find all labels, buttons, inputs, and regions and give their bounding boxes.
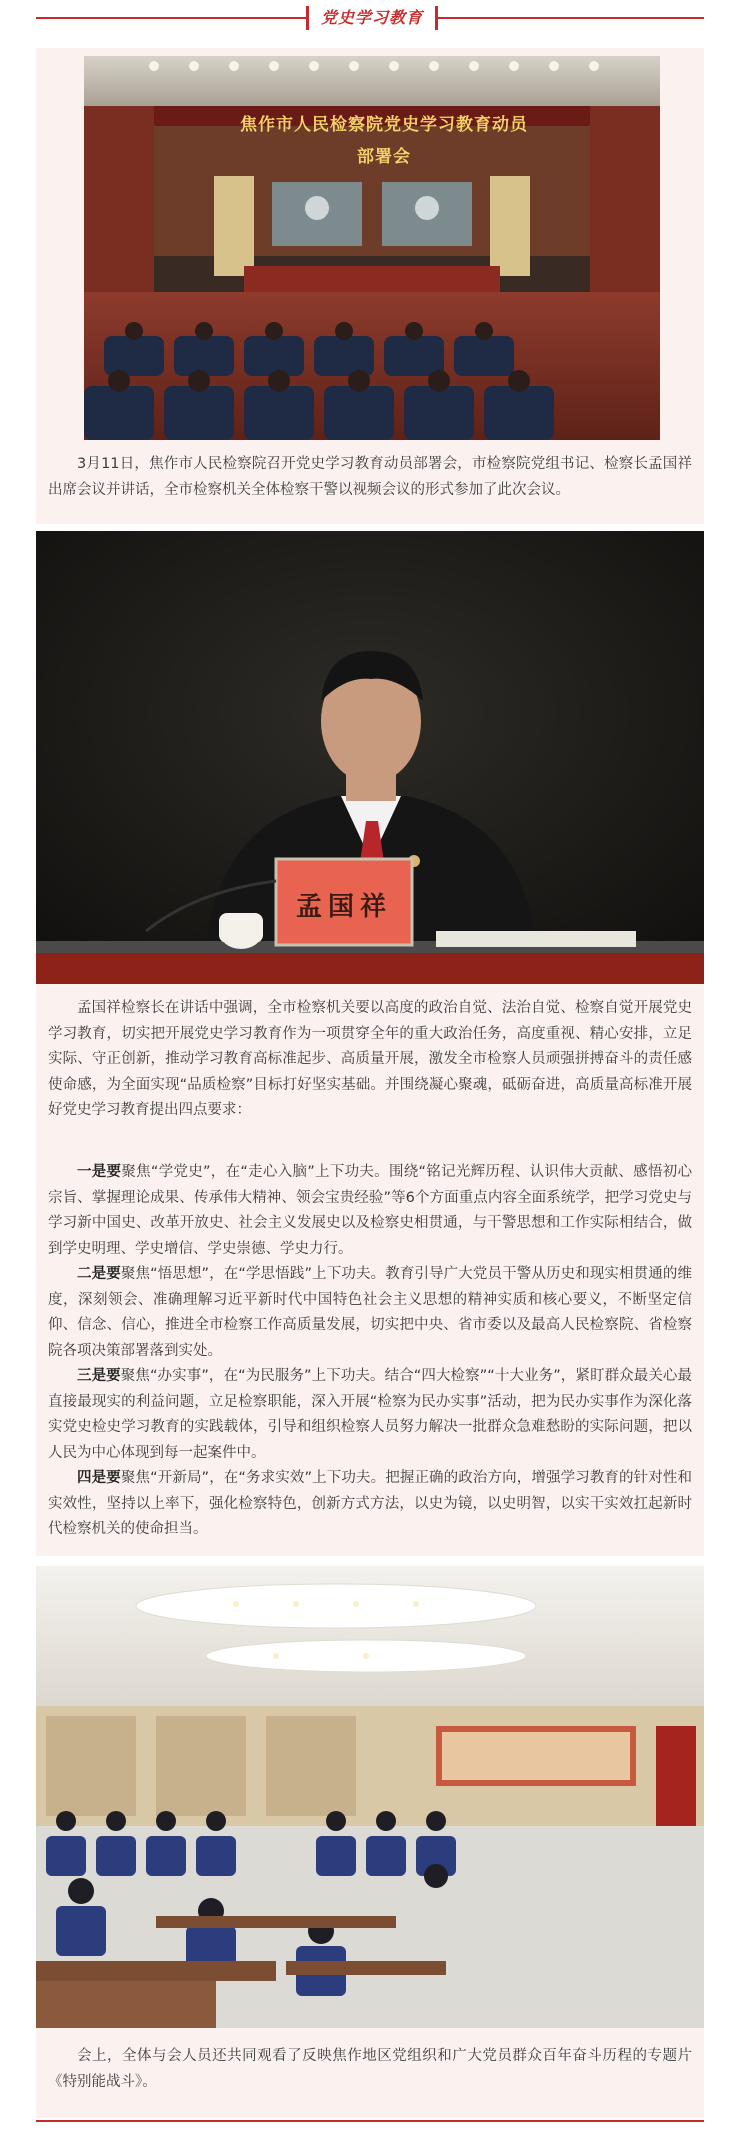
meeting-hall-photo bbox=[84, 56, 660, 440]
video-conference-photo bbox=[36, 1566, 704, 2028]
intro-text: 3月11日，焦作市人民检察院召开党史学习教育动员部署会，市检察院党组书记、检察长孟国祥出席会议并讲话，全市检察机关全体检察干警以视频会议的形式参加了此次会议。 bbox=[48, 456, 692, 498]
speech-intro bbox=[36, 996, 704, 1124]
requirement-2: 二是要聚焦“悟思想”，在“学思悟践”上下功夫。教育引导广大党员干警从历史和现实相贯通的维度，深刻领会、准确理解习近平新时代中国特色社会主义思想的精神实质和核心要义，不断坚定信仰、信念、信心，推进全市检察工作高质量发展，切实把中央、省市委以及最高人民检察院、省检察院各项决策部署落到实处。 bbox=[48, 1266, 693, 1359]
speaker-photo bbox=[36, 531, 704, 985]
footer-rule bbox=[36, 2120, 704, 2122]
intro-paragraph bbox=[36, 452, 704, 503]
section-tag: 党史学习教育 bbox=[306, 6, 438, 30]
four-requirements bbox=[36, 1160, 704, 1543]
banner-text: 焦作市人民检察院党史学习教育动员部署会 bbox=[240, 115, 528, 167]
nameplate: 孟国祥 bbox=[295, 892, 392, 922]
speech-intro-text: 孟国祥检察长在讲话中强调，全市检察机关要以高度的政治自觉、法治自觉、检察自觉开展党史学习教育，切实把开展党史学习教育作为一项贯穿全年的重大政治任务，高度重视、精心安排，立足实际、守正创新，推动学习教育高标准起步、高质量开展，激发全市检察人员顽强拼搏奋斗的责任感使命感，为全面实现“品质检察”目标打好坚实基础。并围绕凝心聚魂，砥砺奋进，高质量高标准开展好党史学习教育提出四点要求： bbox=[48, 1000, 692, 1118]
requirement-3: 三是要聚焦“办实事”，在“为民服务”上下功夫。结合“四大检察”“十大业务”，紧盯群众最关心最直接最现实的利益问题，立足检察职能，深入开展“检察为民办实事”活动，把为民办实事作为深化落实党史检史学习教育的实践载体，引导和组织检察人员努力解决一批群众急难愁盼的实际问题，把以人民为中心体现到每一起案件中。 bbox=[48, 1368, 693, 1461]
section-header bbox=[0, 0, 740, 44]
closing-paragraph bbox=[36, 2044, 704, 2095]
requirement-4: 四是要聚焦“开新局”，在“务求实效”上下功夫。把握正确的政治方向，增强学习教育的针对性和实效性，坚持以上率下，强化检察特色，创新方式方法，以史为镜，以史明智，以实干实效扛起新时代检察机关的使命担当。 bbox=[48, 1470, 693, 1537]
closing-text: 会上，全体与会人员还共同观看了反映焦作地区党组织和广大党员群众百年奋斗历程的专题片《特别能战斗》。 bbox=[48, 2048, 692, 2090]
requirement-1: 一是要聚焦“学党史”，在“走心入脑”上下功夫。围绕“铭记光辉历程、认识伟大贡献、感悟初心宗旨、掌握理论成果、传承伟大精神、领会宝贵经验”等6个方面重点内容全面系统学，把学习党史与学习新中国史、改革开放史、社会主义发展史以及检察史相贯通，与干警思想和工作实际相结合，做到学史明理、学史增信、学史崇德、学史力行。 bbox=[48, 1164, 693, 1257]
